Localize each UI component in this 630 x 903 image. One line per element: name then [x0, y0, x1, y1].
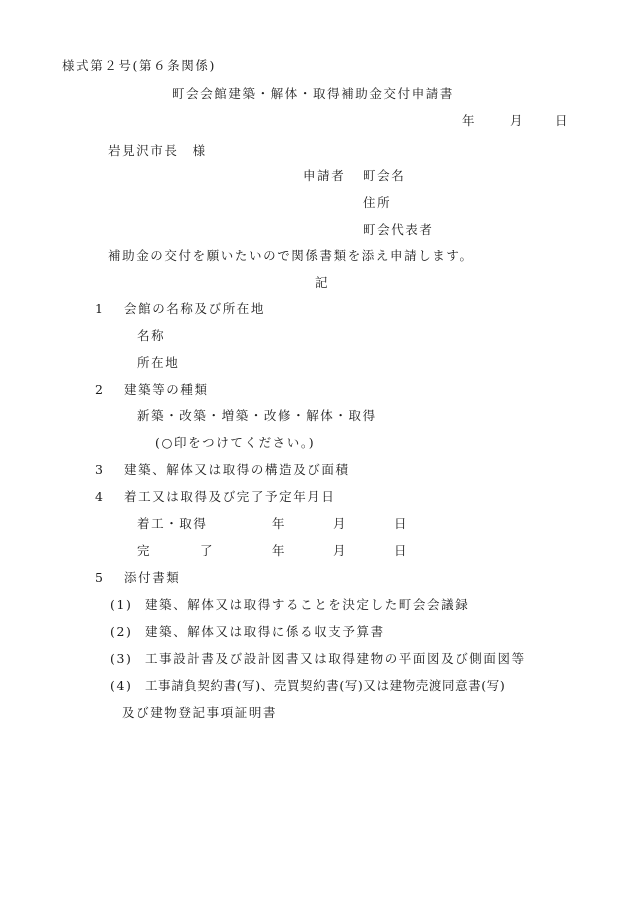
form-number: 様式第２号(第６条関係) — [62, 58, 216, 73]
item1-title: 会館の名称及び所在地 — [124, 301, 266, 316]
item1-location: 所在地 — [137, 355, 180, 370]
applicant-town-name: 町会名 — [363, 168, 406, 183]
item4-end-label-2: 了 — [200, 543, 215, 558]
item2-note: (○印をつけてください。) — [155, 435, 316, 450]
doc4-number: (4) — [110, 678, 133, 693]
applicant-representative: 町会代表者 — [363, 222, 434, 237]
item3-number: 3 — [95, 462, 105, 477]
item4-number: 4 — [95, 489, 105, 504]
item4-end-month: 月 — [333, 543, 348, 558]
item5-title: 添付書類 — [124, 570, 181, 585]
doc1-text: 建築、解体又は取得することを決定した町会会議録 — [145, 597, 470, 612]
item4-start-year: 年 — [272, 516, 287, 531]
applicant-address: 住所 — [363, 195, 392, 210]
item4-start-label: 着工・取得 — [137, 516, 208, 531]
applicant-label: 申請者 — [303, 168, 346, 183]
ki-label: 記 — [315, 275, 330, 290]
addressee: 岩見沢市長 様 — [108, 143, 207, 158]
item4-end-day: 日 — [394, 543, 409, 558]
date-day: 日 — [555, 113, 570, 128]
doc4-text: 工事請負契約書(写)、売買契約書(写)又は建物売渡同意書(写) — [145, 678, 506, 693]
item3-title: 建築、解体又は取得の構造及び面積 — [124, 462, 350, 477]
doc1-number: (1) — [110, 597, 133, 612]
item4-start-day: 日 — [394, 516, 409, 531]
item2-options: 新築・改築・増築・改修・解体・取得 — [137, 408, 377, 423]
item2-title: 建築等の種類 — [124, 382, 209, 397]
date-year: 年 — [462, 113, 477, 128]
item4-end-year: 年 — [272, 543, 287, 558]
item1-name: 名称 — [137, 328, 166, 343]
item2-number: 2 — [95, 382, 105, 397]
doc2-text: 建築、解体又は取得に係る収支予算書 — [145, 624, 385, 639]
doc3-number: (3) — [110, 651, 133, 666]
doc4-continuation: 及び建物登記事項証明書 — [122, 705, 278, 720]
item4-end-label-1: 完 — [137, 543, 152, 558]
form-title: 町会会館建築・解体・取得補助金交付申請書 — [172, 86, 455, 101]
body-text: 補助金の交付を願いたいので関係書類を添え申請します。 — [108, 248, 474, 263]
doc2-number: (2) — [110, 624, 133, 639]
doc3-text: 工事設計書及び設計図書又は取得建物の平面図及び側面図等 — [145, 651, 526, 666]
item4-title: 着工又は取得及び完了予定年月日 — [124, 489, 336, 504]
date-month: 月 — [510, 113, 525, 128]
item1-number: 1 — [95, 301, 105, 316]
item4-start-month: 月 — [333, 516, 348, 531]
item5-number: 5 — [95, 570, 105, 585]
